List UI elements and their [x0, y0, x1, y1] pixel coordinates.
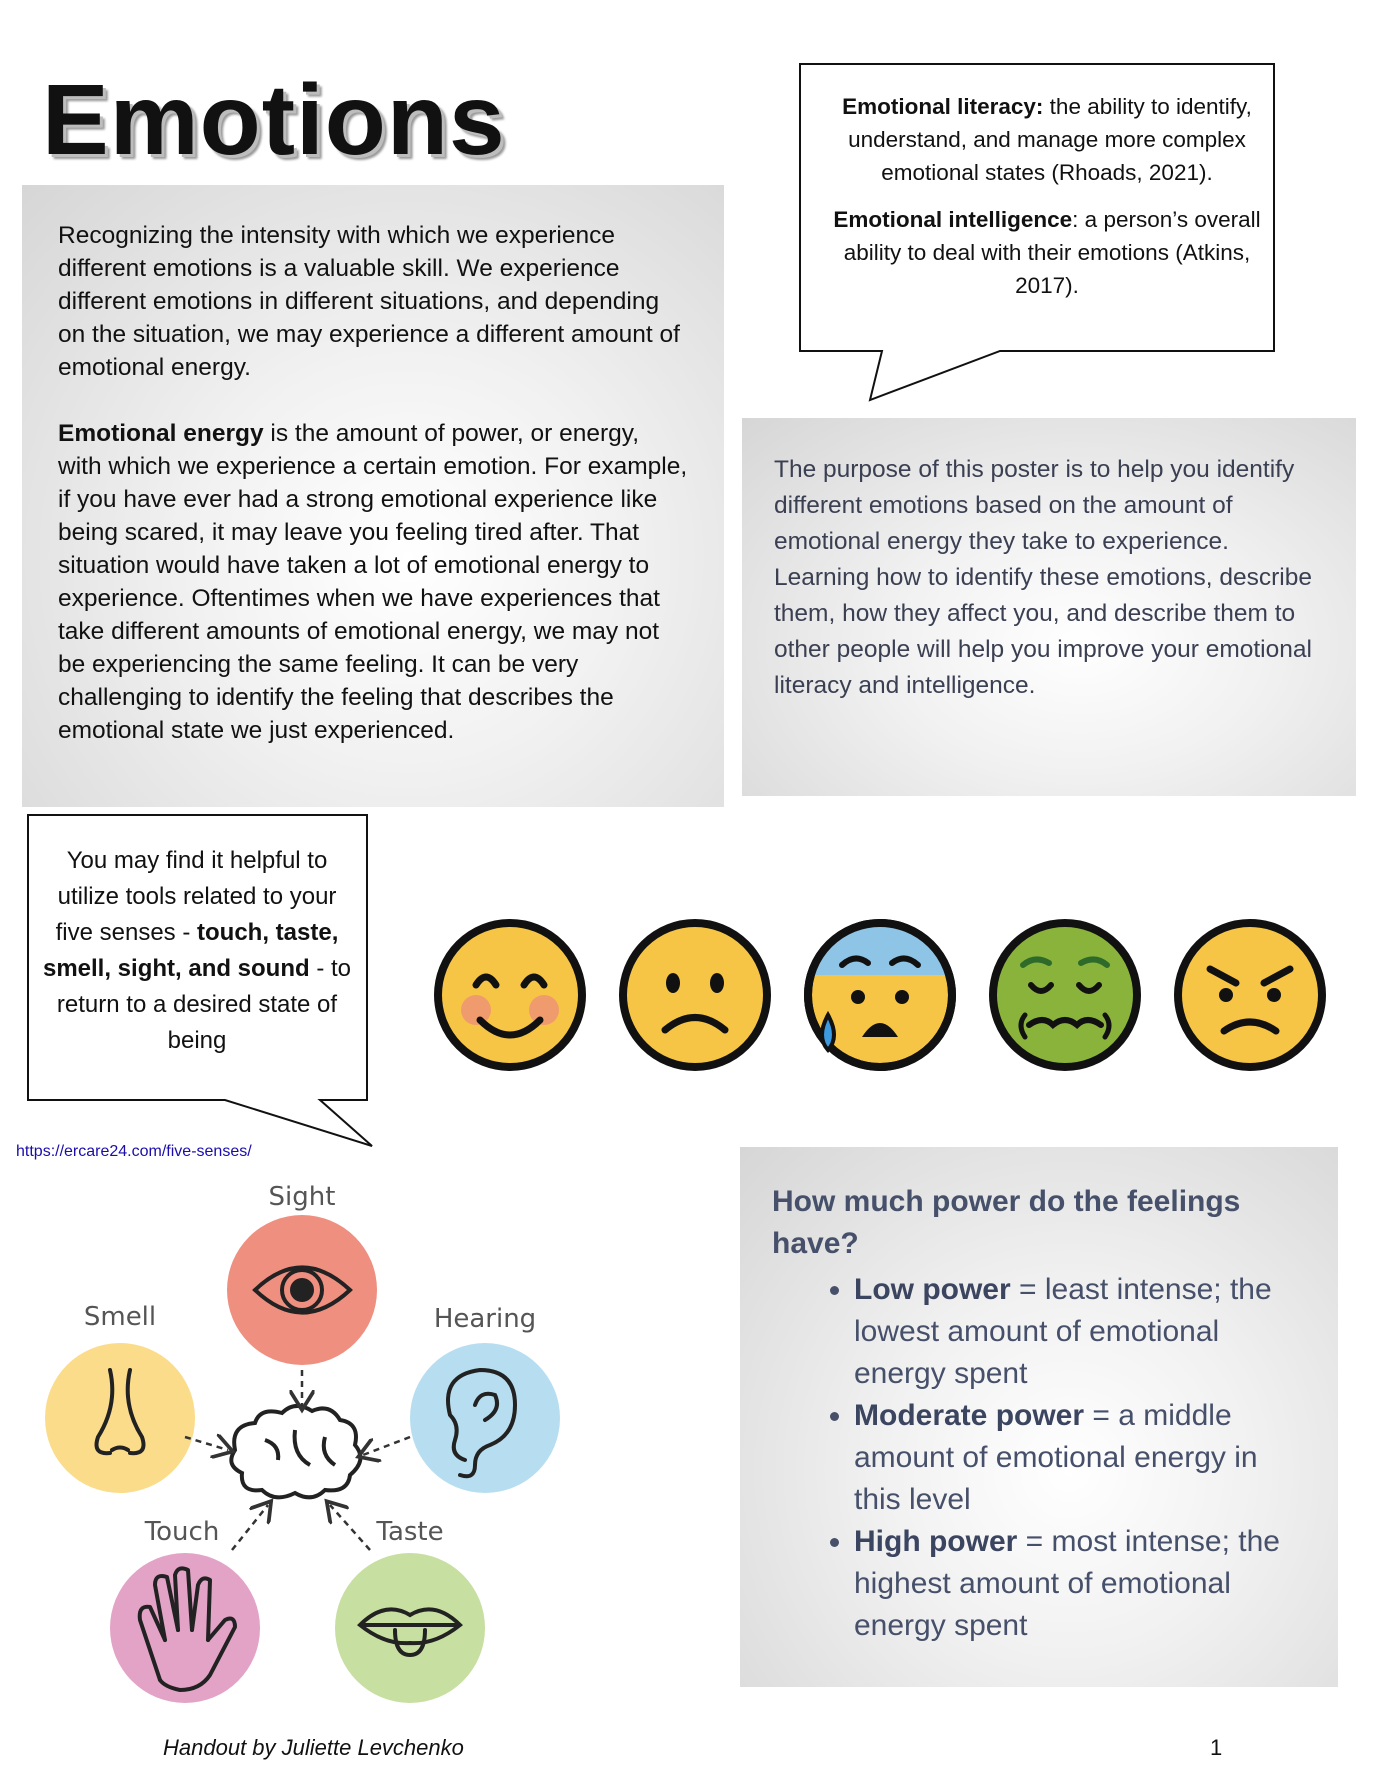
purpose-text: The purpose of this poster is to help you identify different emotions based on the amount of emotional energy they take to experience. Learning how to identify these emotions, describe them, how they affect you, and describe them to other people will help you improve your emotional literacy and intelligence. — [774, 456, 1312, 699]
smell-circle — [45, 1343, 195, 1493]
footer-credit: Handout by Juliette Levchenko — [163, 1735, 464, 1760]
purpose-box — [742, 418, 1356, 796]
touch-circle — [110, 1553, 260, 1703]
power-term-high: High power — [854, 1525, 1018, 1558]
power-heading: How much power do the feelings have? — [772, 1185, 1241, 1260]
intelligence-term: Emotional intelligence — [833, 207, 1073, 232]
anxious-sweat-face-icon — [808, 923, 952, 1067]
emoji-row — [430, 910, 1340, 1080]
literacy-text: the ability to identify, understand, and manage more complex emotional states (Rhoads, 2021). — [848, 94, 1252, 185]
intelligence-definition — [812, 203, 1282, 302]
intro-paragraph-1: Recognizing the intensity with which we experience different emotions is a valuable skill. We experience different emotions in different situations, and depending on the situation, we may experience a different amount of emotional energy. — [58, 222, 680, 381]
literacy-term: Emotional literacy: — [842, 94, 1044, 119]
power-desc-high: = most intense; the highest amount of emotional energy spent — [854, 1525, 1280, 1642]
angry-face-icon — [1178, 923, 1322, 1067]
sense-label-sight: Sight — [268, 1182, 336, 1212]
power-item-high — [854, 1521, 1306, 1647]
emotional-energy-text: is the amount of power, or energy, with which we experience a certain emotion. For example, if you have ever had a strong emotional experience like being scared, it may leave you feeling tired after. That situation would have taken a lot of emotional energy to experience. Oftentimes when we have experiences that take different amounts of emotional energy, we may not be experiencing the same feeling. It can be very challenging to identify the feeling that describes the emotional state we just experienced. — [58, 420, 688, 744]
senses-callout-text — [42, 843, 352, 1059]
page-number: 1 — [1210, 1735, 1223, 1760]
nauseated-face-icon — [993, 923, 1137, 1067]
frowning-face-icon — [623, 923, 767, 1067]
taste-circle — [335, 1553, 485, 1703]
source-link[interactable]: https://ercare24.com/five-senses/ — [16, 1143, 252, 1160]
five-senses-diagram — [30, 1175, 590, 1715]
senses-text-before: You may find it helpful to utilize tools related to your five senses - — [55, 847, 337, 946]
literacy-definition — [812, 90, 1282, 189]
power-box — [740, 1147, 1338, 1687]
emotional-energy-term: Emotional energy — [58, 420, 264, 447]
sense-label-hearing: Hearing — [433, 1304, 537, 1334]
power-desc-low: = least intense; the lowest amount of emotional energy spent — [854, 1273, 1272, 1390]
definitions-text — [812, 90, 1282, 316]
smiling-face-icon — [438, 923, 582, 1067]
sense-label-taste: Taste — [376, 1517, 444, 1547]
power-list — [772, 1269, 1306, 1647]
sense-label-smell: Smell — [83, 1302, 157, 1332]
sense-label-touch: Touch — [144, 1517, 220, 1547]
power-item-moderate — [854, 1395, 1306, 1521]
power-item-low — [854, 1269, 1306, 1395]
page-title: Emotions — [42, 64, 506, 176]
senses-list: touch, taste, smell, sight, and sound — [42, 919, 339, 982]
senses-text-after: - to return to a desired state of being — [56, 955, 352, 1054]
intro-paragraph-2 — [58, 417, 688, 747]
power-term-low: Low power — [854, 1273, 1011, 1306]
power-term-moderate: Moderate power — [854, 1399, 1085, 1432]
brain-icon — [231, 1406, 360, 1497]
intelligence-text: : a person’s overall ability to deal with their emotions (Atkins, 2017). — [843, 207, 1261, 298]
power-desc-moderate: = a middle amount of emotional energy in this level — [854, 1399, 1258, 1516]
